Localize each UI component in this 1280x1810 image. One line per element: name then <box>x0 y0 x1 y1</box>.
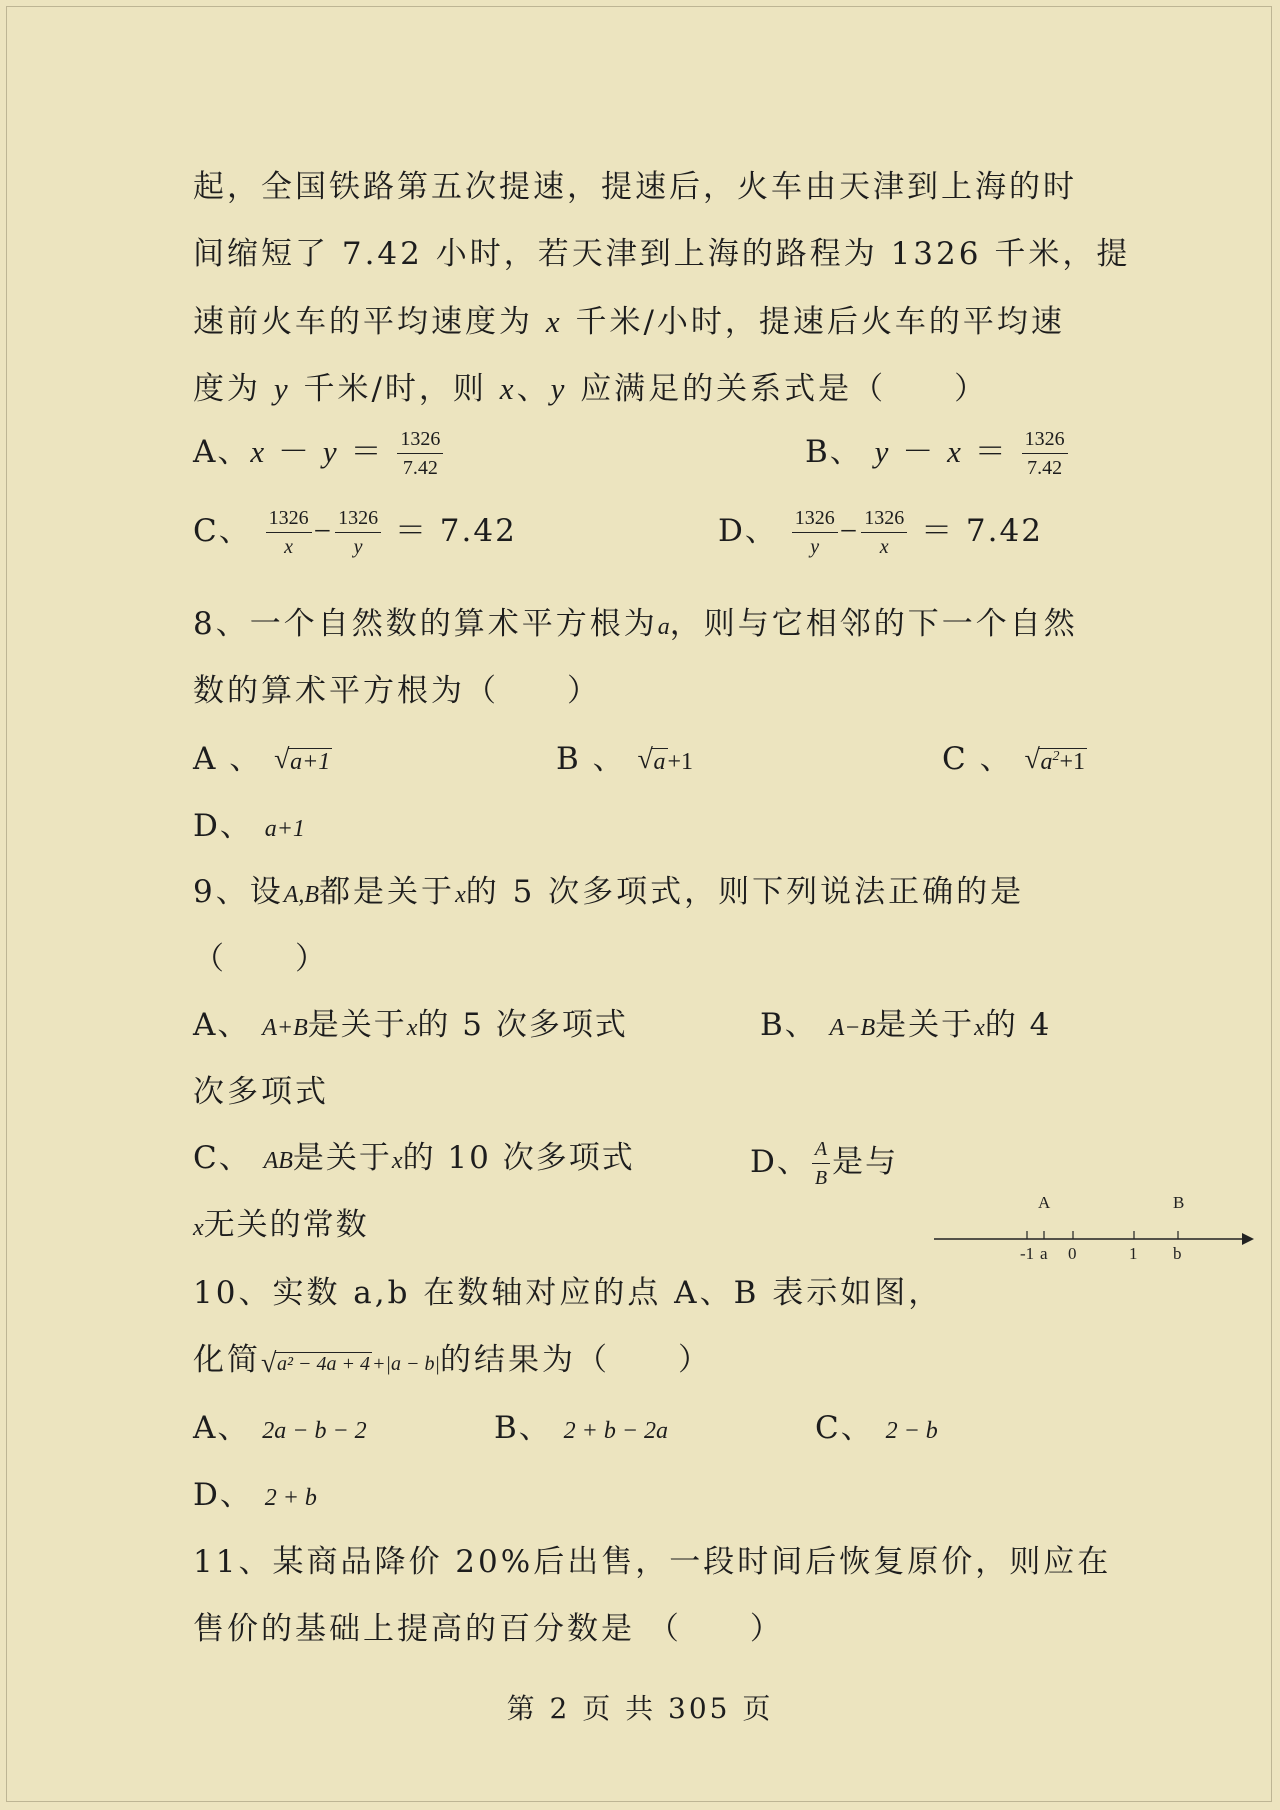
fraction: $\frac{1326}{x}$ <box>861 507 907 558</box>
q9-option-a[interactable]: A、 A+B是关于x的 5 次多项式 <box>193 1007 628 1043</box>
q8-option-d[interactable]: D、 a+1 <box>193 808 305 844</box>
q8-line-1: 8、一个自然数的算术平方根为a，则与它相邻的下一个自然 <box>193 606 1078 642</box>
sqrt-a: √ a <box>637 744 666 775</box>
tick-label-a: a <box>1040 1244 1048 1263</box>
q7-line-4: 度为 y 千米/时，则 x、y 应满足的关系式是（ ） <box>193 371 989 407</box>
fraction-a-over-b: $\frac{A}{B}$ <box>812 1138 830 1189</box>
page-footer: 第 2 页 共 305 页 <box>506 1692 774 1725</box>
point-label-a: A <box>1038 1193 1051 1212</box>
sqrt-expression: √ a² − 4a + 4 <box>261 1348 370 1379</box>
q7-option-b[interactable]: B、 y － x ＝ $\frac{1326}{7.42}$ <box>805 428 1070 479</box>
tick-label-0: 0 <box>1068 1244 1077 1263</box>
q9-option-b-continued: 次多项式 <box>193 1074 329 1110</box>
q9-line-1: 9、设A,B都是关于x的 5 次多项式，则下列说法正确的是 <box>193 874 1025 910</box>
fraction: $\frac{1326}{y}$ <box>335 507 381 558</box>
tick-label-minus-1: -1 <box>1020 1244 1035 1263</box>
q9-option-d-continued: x无关的常数 <box>193 1207 369 1243</box>
tick-label-1: 1 <box>1129 1244 1138 1263</box>
q9-option-c[interactable]: C、 AB是关于x的 10 次多项式 <box>193 1140 635 1176</box>
q10-option-c[interactable]: C、 2 − b <box>815 1410 938 1446</box>
q11-line-1: 11、某商品降价 20%后出售，一段时间后恢复原价，则应在 <box>193 1544 1112 1580</box>
q8-line-2: 数的算术平方根为（ ） <box>193 673 601 709</box>
sqrt-a-squared-plus-1: √ $a^2+1$ <box>1024 744 1085 775</box>
sqrt-a-plus-1: √ a+1 <box>274 744 331 775</box>
number-line-figure <box>930 1185 1260 1265</box>
q8-option-b[interactable]: B 、 √ a+1 <box>556 741 694 777</box>
arrow-icon <box>1242 1233 1254 1245</box>
q7-option-c[interactable]: C、 $\frac{1326}{x}$ − $\frac{1326}{y}$ ＝ 7.42 <box>193 507 517 558</box>
q10-option-a[interactable]: A、 2a − b − 2 <box>193 1410 367 1446</box>
tick-label-b: b <box>1173 1244 1182 1263</box>
q7-option-d[interactable]: D、 $\frac{1326}{y}$ − $\frac{1326}{x}$ ＝ 7.42 <box>718 507 1043 558</box>
q8-option-c[interactable]: C 、 √ $a^2+1$ <box>942 741 1085 777</box>
q10-line-1: 10、实数 a,b 在数轴对应的点 A、B 表示如图， <box>193 1275 943 1311</box>
q8-option-a[interactable]: A 、 √ a+1 <box>193 741 331 777</box>
q7-line-2: 间缩短了 7.42 小时，若天津到上海的路程为 1326 千米，提 <box>193 236 1131 272</box>
fraction: $\frac{1326}{x}$ <box>266 507 312 558</box>
q7-line-3: 速前火车的平均速度为 x 千米/小时，提速后火车的平均速 <box>193 304 1065 340</box>
q9-option-b[interactable]: B、 A−B是关于x的 4 <box>760 1007 1052 1043</box>
fraction: $\frac{1326}{7.42}$ <box>397 428 443 479</box>
q9-line-2: （ ） <box>193 941 329 977</box>
fraction: $\frac{1326}{7.42}$ <box>1022 428 1068 479</box>
q10-option-b[interactable]: B、 2 + b − 2a <box>494 1410 669 1446</box>
q9-option-d[interactable]: D、 $\frac{A}{B}$ 是与 <box>750 1138 899 1189</box>
q7-option-a[interactable]: A、x － y ＝ $\frac{1326}{7.42}$ <box>193 428 445 479</box>
q10-option-d[interactable]: D、 2 + b <box>193 1477 317 1513</box>
fraction: $\frac{1326}{y}$ <box>792 507 838 558</box>
point-label-b: B <box>1173 1193 1185 1212</box>
q7-line-1: 起，全国铁路第五次提速，提速后，火车由天津到上海的时 <box>193 169 1077 205</box>
q11-line-2: 售价的基础上提高的百分数是 （ ） <box>193 1611 784 1647</box>
q10-line-2: 化简 √ a² − 4a + 4 +|a − b|的结果为（ ） <box>193 1342 712 1379</box>
